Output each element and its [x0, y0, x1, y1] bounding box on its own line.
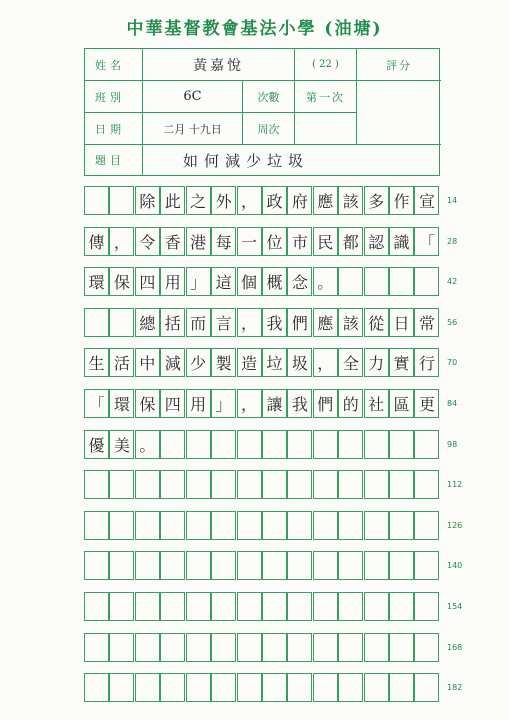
- row-count-label: 182: [447, 683, 463, 693]
- grid-cell: 我: [287, 389, 312, 418]
- grid-cell: [313, 551, 338, 580]
- grid-cell: 除: [135, 186, 160, 215]
- grid-cell: [211, 470, 236, 499]
- grid-cell: 總: [135, 308, 160, 337]
- grid-cell: 製: [211, 348, 236, 377]
- grid-cell: 多: [364, 186, 389, 215]
- grid-cell: 保: [109, 267, 134, 296]
- grid-cell: [414, 511, 439, 540]
- row-count-label: 168: [447, 642, 463, 652]
- grid-row: [84, 389, 440, 418]
- grid-cell: [389, 551, 414, 580]
- grid-cell: 垃: [262, 348, 287, 377]
- grid-cell: [237, 673, 262, 702]
- grid-cell: 應: [313, 308, 338, 337]
- grid-cell: 而: [186, 308, 211, 337]
- grid-cell: 認: [364, 227, 389, 256]
- grid-cell: [287, 633, 312, 662]
- grid-cell: [160, 673, 185, 702]
- grid-cell: 行: [414, 348, 439, 377]
- grid-cell: 減: [160, 348, 185, 377]
- row-count-label: 56: [447, 317, 458, 327]
- row-count-label: 84: [447, 399, 458, 408]
- grid-row: [84, 186, 440, 215]
- grid-cell: [135, 673, 160, 702]
- grid-cell: 活: [109, 348, 134, 377]
- grid-row: [84, 592, 440, 621]
- grid-cell: [84, 186, 109, 215]
- grid-cell: 外: [211, 186, 236, 215]
- topic-value: 如何減少垃圾: [183, 151, 310, 170]
- grid-cell: 言: [211, 308, 236, 337]
- grid-cell: 四: [160, 389, 185, 418]
- grid-cell: [364, 551, 389, 580]
- grid-cell: [414, 592, 439, 621]
- grid-cell: [389, 673, 414, 702]
- grid-cell: 該: [338, 186, 363, 215]
- name-label: 姓名: [85, 49, 143, 81]
- grid-cell: [364, 592, 389, 621]
- grid-cell: [389, 470, 414, 499]
- class-value: 6C: [183, 89, 202, 104]
- grid-cell: 生: [84, 348, 109, 377]
- grid-cell: [237, 470, 262, 499]
- row-count-label: 28: [447, 236, 458, 246]
- grid-cell: [287, 430, 312, 459]
- grid-cell: [262, 511, 287, 540]
- grid-cell: 。: [313, 267, 338, 296]
- grid-cell: [211, 430, 236, 459]
- grid-cell: [313, 511, 338, 540]
- grid-cell: 應: [313, 186, 338, 215]
- date-label: 日期: [85, 113, 143, 145]
- grid-cell: 日: [389, 308, 414, 337]
- grid-cell: [211, 633, 236, 662]
- grid-cell: [84, 592, 109, 621]
- grid-cell: 府: [287, 186, 312, 215]
- grid-cell: [160, 430, 185, 459]
- grid-cell: 「: [414, 227, 439, 256]
- grid-cell: 括: [160, 308, 185, 337]
- grid-cell: [338, 470, 363, 499]
- grid-cell: 概: [262, 267, 287, 296]
- row-count-label: 140: [447, 561, 463, 571]
- grid-cell: [160, 511, 185, 540]
- grid-cell: 環: [84, 267, 109, 296]
- grid-row: [84, 470, 440, 499]
- grid-row: [84, 308, 440, 337]
- grid-cell: 力: [364, 348, 389, 377]
- week-value-cell: [295, 113, 357, 145]
- grid-cell: 念: [287, 267, 312, 296]
- grid-cell: [389, 430, 414, 459]
- grid-cell: [262, 592, 287, 621]
- grid-cell: [364, 633, 389, 662]
- grid-cell: 傳: [84, 227, 109, 256]
- grid-cell: 識: [389, 227, 414, 256]
- grid-cell: 用: [186, 389, 211, 418]
- grid-cell: 政: [262, 186, 287, 215]
- grid-cell: [338, 511, 363, 540]
- grid-cell: 港: [186, 227, 211, 256]
- grid-cell: [389, 592, 414, 621]
- grid-cell: 四: [135, 267, 160, 296]
- name-value: 黃嘉悅: [193, 57, 244, 74]
- grid-cell: [109, 633, 134, 662]
- grid-cell: [414, 551, 439, 580]
- grid-row: [84, 267, 440, 296]
- grid-cell: [389, 267, 414, 296]
- grid-cell: [237, 633, 262, 662]
- header-table: [84, 48, 440, 176]
- grid-cell: 作: [389, 186, 414, 215]
- attempt-value: 第一次: [295, 81, 357, 113]
- grid-cell: [109, 308, 134, 337]
- row-count-label: 42: [447, 277, 458, 287]
- grid-row: [84, 227, 440, 256]
- row-count-label: 112: [447, 480, 463, 490]
- grid-cell: [135, 511, 160, 540]
- grid-cell: 。: [135, 430, 160, 459]
- grid-cell: [237, 511, 262, 540]
- grid-cell: ，: [313, 348, 338, 377]
- grid-cell: [414, 633, 439, 662]
- grid-cell: [364, 267, 389, 296]
- grid-cell: [287, 511, 312, 540]
- grid-cell: 個: [237, 267, 262, 296]
- grid-cell: [160, 633, 185, 662]
- grid-cell: [287, 673, 312, 702]
- student-number: ( 22 ): [312, 59, 339, 70]
- row-count-label: 126: [447, 520, 463, 530]
- grid-cell: [109, 673, 134, 702]
- grid-cell: 民: [313, 227, 338, 256]
- grid-cell: [414, 673, 439, 702]
- date-value-cell: [143, 113, 243, 145]
- grid-cell: 更: [414, 389, 439, 418]
- grid-cell: [84, 551, 109, 580]
- grid-cell: [338, 673, 363, 702]
- date-value: 二月 十九日: [163, 122, 222, 136]
- grid-cell: 造: [237, 348, 262, 377]
- grid-cell: ，: [237, 186, 262, 215]
- grid-cell: 全: [338, 348, 363, 377]
- name-value-cell: [143, 49, 295, 81]
- grid-cell: [84, 673, 109, 702]
- attempt-label: 次數: [243, 81, 295, 113]
- week-label: 周次: [243, 113, 295, 145]
- grid-cell: [186, 592, 211, 621]
- grid-cell: [237, 430, 262, 459]
- grid-cell: 令: [135, 227, 160, 256]
- grid-cell: [186, 673, 211, 702]
- grid-row: [84, 430, 440, 459]
- grid-cell: [160, 551, 185, 580]
- grid-cell: 用: [160, 267, 185, 296]
- grid-cell: [338, 633, 363, 662]
- grid-cell: 該: [338, 308, 363, 337]
- grid-cell: 社: [364, 389, 389, 418]
- grid-cell: [313, 633, 338, 662]
- score-label: 評分: [357, 49, 441, 81]
- grid-cell: 實: [389, 348, 414, 377]
- grid-cell: [338, 267, 363, 296]
- grid-cell: [262, 673, 287, 702]
- grid-cell: 的: [338, 389, 363, 418]
- grid-cell: [186, 470, 211, 499]
- grid-cell: 們: [287, 308, 312, 337]
- score-box: [357, 81, 441, 113]
- grid-cell: 香: [160, 227, 185, 256]
- grid-cell: 少: [186, 348, 211, 377]
- grid-cell: [109, 470, 134, 499]
- school-title: 中華基督教會基法小學 (油塘): [126, 19, 383, 39]
- grid-cell: 我: [262, 308, 287, 337]
- grid-cell: [135, 633, 160, 662]
- grid-cell: [414, 430, 439, 459]
- grid-cell: [414, 470, 439, 499]
- grid-cell: [211, 551, 236, 580]
- grid-cell: 環: [109, 389, 134, 418]
- row-count-label: 14: [447, 196, 458, 205]
- grid-cell: [262, 633, 287, 662]
- grid-cell: 宣: [414, 186, 439, 215]
- grid-cell: [313, 430, 338, 459]
- grid-cell: ，: [237, 308, 262, 337]
- grid-cell: [338, 430, 363, 459]
- grid-cell: 從: [364, 308, 389, 337]
- grid-cell: [389, 633, 414, 662]
- grid-cell: [109, 592, 134, 621]
- grid-cell: [109, 511, 134, 540]
- grid-cell: 保: [135, 389, 160, 418]
- grid-cell: [287, 551, 312, 580]
- grid-cell: [237, 551, 262, 580]
- grid-cell: [338, 551, 363, 580]
- grid-cell: 位: [262, 227, 287, 256]
- grid-cell: ，: [237, 389, 262, 418]
- grid-cell: [287, 470, 312, 499]
- grid-cell: 常: [414, 308, 439, 337]
- grid-cell: [262, 551, 287, 580]
- grid-row: [84, 673, 440, 702]
- grid-cell: [287, 592, 312, 621]
- grid-cell: 「: [84, 389, 109, 418]
- grid-cell: 們: [313, 389, 338, 418]
- grid-cell: 讓: [262, 389, 287, 418]
- grid-cell: ，: [109, 227, 134, 256]
- grid-cell: [186, 511, 211, 540]
- grid-cell: [262, 430, 287, 459]
- grid-cell: [262, 470, 287, 499]
- class-value-cell: [143, 81, 243, 113]
- grid-cell: [135, 592, 160, 621]
- grid-cell: [160, 592, 185, 621]
- grid-cell: [211, 592, 236, 621]
- grid-cell: [364, 673, 389, 702]
- grid-cell: [364, 511, 389, 540]
- grid-cell: 這: [211, 267, 236, 296]
- grid-cell: [84, 511, 109, 540]
- grid-cell: [414, 267, 439, 296]
- grid-cell: 區: [389, 389, 414, 418]
- grid-cell: [364, 430, 389, 459]
- grid-cell: 此: [160, 186, 185, 215]
- grid-cell: [84, 308, 109, 337]
- grid-cell: 市: [287, 227, 312, 256]
- row-count-label: 70: [447, 358, 458, 368]
- grid-cell: [160, 470, 185, 499]
- grid-row: [84, 633, 440, 662]
- grid-cell: [84, 470, 109, 499]
- topic-label: 題目: [85, 145, 143, 175]
- grid-cell: 之: [186, 186, 211, 215]
- grid-cell: 每: [211, 227, 236, 256]
- student-number-cell: [295, 49, 357, 81]
- grid-cell: 」: [186, 267, 211, 296]
- row-count-label: 154: [447, 602, 463, 611]
- topic-value-cell: [143, 145, 441, 175]
- grid-cell: [364, 470, 389, 499]
- class-label: 班別: [85, 81, 143, 113]
- row-count-label: 98: [447, 439, 458, 449]
- grid-row: [84, 551, 440, 580]
- grid-row: [84, 348, 440, 377]
- grid-cell: [186, 551, 211, 580]
- grid-cell: [313, 673, 338, 702]
- grid-cell: 」: [211, 389, 236, 418]
- grid-cell: [211, 511, 236, 540]
- grid-cell: 美: [109, 430, 134, 459]
- grid-cell: [186, 633, 211, 662]
- grid-cell: 中: [135, 348, 160, 377]
- score-box-lower: [357, 113, 441, 145]
- grid-cell: [135, 551, 160, 580]
- grid-cell: 優: [84, 430, 109, 459]
- grid-cell: [237, 592, 262, 621]
- grid-cell: 一: [237, 227, 262, 256]
- grid-cell: [211, 673, 236, 702]
- grid-cell: [109, 551, 134, 580]
- grid-cell: 都: [338, 227, 363, 256]
- grid-cell: [84, 633, 109, 662]
- grid-cell: [313, 470, 338, 499]
- grid-cell: [135, 470, 160, 499]
- grid-cell: [313, 592, 338, 621]
- grid-cell: [109, 186, 134, 215]
- grid-cell: [186, 430, 211, 459]
- grid-row: [84, 511, 440, 540]
- grid-cell: [389, 511, 414, 540]
- grid-cell: 圾: [287, 348, 312, 377]
- grid-cell: [338, 592, 363, 621]
